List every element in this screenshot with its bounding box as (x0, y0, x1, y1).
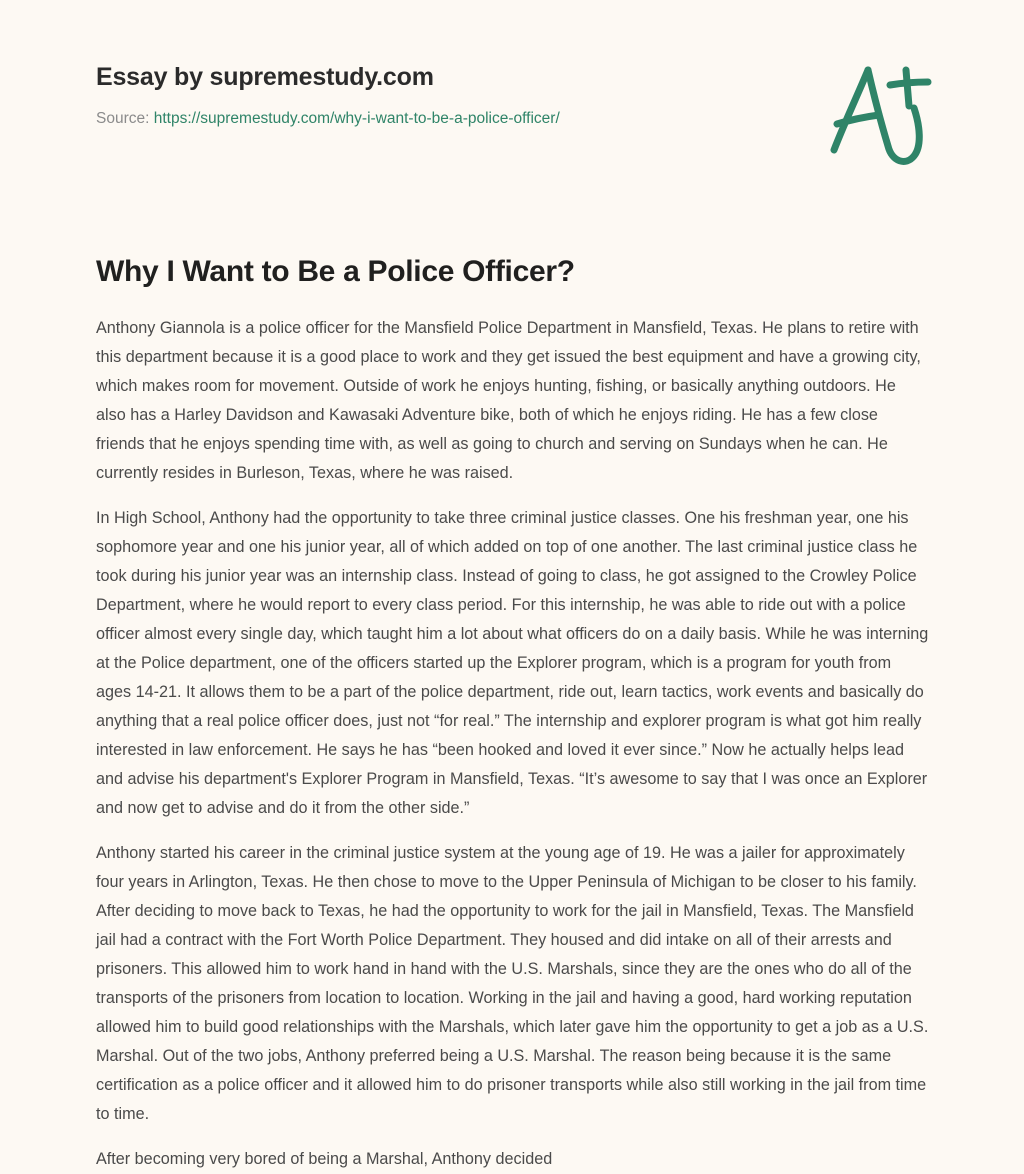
article-body (96, 292, 930, 1174)
source-url-link[interactable]: https://supremestudy.com/why-i-want-to-be-a-police-officer/ (153, 110, 560, 127)
a-plus-logo-icon (806, 52, 956, 172)
paragraph: Anthony Giannola is a police officer for the Mansfield Police Department in Mansfield, Texas. He plans to retire with this department because it is a good place to work and they get issued the best equipment and have a growing city, which makes room for movement. Outside of work he enjoys hunting, fishing, or basically anything outdoors. He also has a Harley Davidson and Kawasaki Adventure bike, both of which he enjoys riding. He has a few close friends that he enjoys spending time with, as well as going to church and serving on Sundays when he can. He currently resides in Burleson, Texas, where he was raised. (96, 319, 921, 482)
article (96, 252, 930, 1174)
page-title: Why I Want to Be a Police Officer? (96, 255, 575, 288)
source-line (96, 92, 796, 129)
a-plus-logo-glyph (806, 52, 956, 172)
header-text-block (96, 62, 796, 129)
paragraph: After becoming very bored of being a Marshal, Anthony decided (96, 1150, 553, 1168)
paragraph: In High School, Anthony had the opportunity to take three criminal justice classes. One his freshman year, one his sophomore year and one his junior year, all of which added on top of one another. The last criminal justice class he took during his junior year was an internship class. Instead of going to class, he got assigned to the Crowley Police Department, where he would report to every class period. For this internship, he was able to ride out with a police officer almost every single day, which taught him a lot about what officers do on a daily basis. While he was interning at the Police department, one of the officers started up the Explorer program, which is a program for youth from ages 14-21. It allows them to be a part of the police department, ride out, learn tactics, work events and basically do anything that a real police officer does, just not “for real.” The internship and explorer program is what got him really interested in law enforcement. He says he has “been hooked and loved it ever since.” Now he actually helps lead and advise his department's Explorer Program in Mansfield, Texas. “It’s awesome to say that I was once an Explorer and now get to advise and do it from the other side.” (96, 509, 929, 817)
page-header (0, 0, 1024, 200)
paragraph: Anthony started his career in the criminal justice system at the young age of 19. He was a jailer for approximately four years in Arlington, Texas. He then chose to move to the Upper Peninsula of Michigan to be closer to his family. After deciding to move back to Texas, he had the opportunity to work for the jail in Mansfield, Texas. The Mansfield jail had a contract with the Fort Worth Police Department. They housed and did intake on all of their arrests and prisoners. This allowed him to work hand in hand with the U.S. Marshals, since they are the ones who do all of the transports of the prisoners from location to location. Working in the jail and having a good, hard working reputation allowed him to build good relationships with the Marshals, which later gave him the opportunity to get a job as a U.S. Marshal. Out of the two jobs, Anthony preferred being a U.S. Marshal. The reason being because it is the same certification as a police officer and it allowed him to do prisoner transports while also still working in the jail from time to time. (96, 844, 929, 1123)
source-label: Source: (96, 110, 150, 127)
essay-byline: Essay by supremestudy.com (96, 63, 434, 91)
